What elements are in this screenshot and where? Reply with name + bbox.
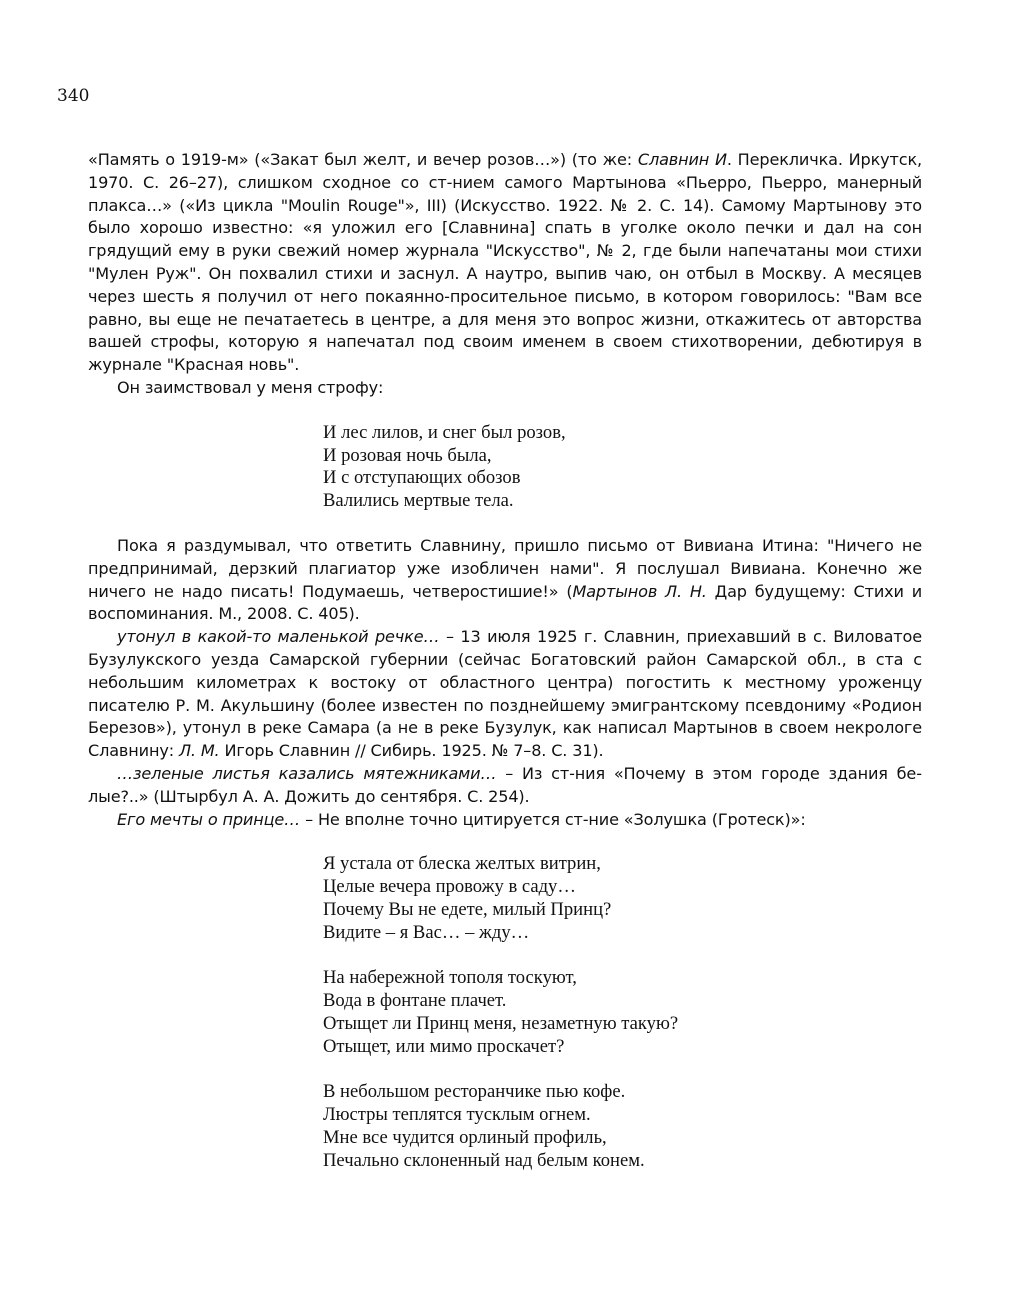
paragraph-1: «Память о 1919-м» («Закат был желт, и вечер розов…») (то же: Славнин И. Перекличка. Иркутск, 1970. С. 26–27), слишком сходное со ст-нием самого Мартынова «Пьерро, Пьерро, манерный плакса…» («Из цикла "Moulin Rouge"», III) (Искусство. 1922. № 2. С. 14). Самому Мартынову это было хорошо известно: «я уложил его [Славнина] спать в уголке около печки и дал на сон грядущий ему в руки свежий номер журнала "Искусство", № 2, где были напечатаны мои стихи "Мулен Руж". Он похвалил стихи и заснул. А наутро, выпив чаю, он отбыл в Москву. А месяцев через шесть я получил от него покаянно-просительное письмо, в котором говорилось: "Вам все равно, вы еще не печатаетесь в центре, а для меня это вопрос жизни, откажитесь от авторства вашей строфы, которую я напечатал под своим именем в своем стихотворении, дебютируя в журнале "Красная новь". [88,150,922,375]
poem-line: Видите – я Вас… – жду… [323,921,530,943]
author-ref: Мартынов Л. Н. [572,581,707,601]
poem-quote-1 [323,422,922,513]
poem-line: На набережной тополя тоскуют, [323,967,577,989]
paragraph-4: утонул в какой-то маленькой речке… – 13 июля 1925 г. Славнин, приехавший в с. Виловатое Бузулукского уезда Самарской губернии (сейчас Богатовский район Самарской обл., в ста с небольшим километрах к востоку от областного центра) погостить к местному уроженцу писателю Р. М. Акульшину (более известен по позднейшему эмигрантскому псевдониму «Родион Березов»), утонул в реке Самара (а не в реке Бузулук, как написал Мартынов в своем некрологе Славнину: Л. М. Игорь Славнин // Сибирь. 1925. № 7–8. С. 31). [88,627,922,761]
poem-stanza [323,967,922,1058]
lemma: утонул в какой-то маленькой речке… [117,627,440,647]
page-number: 340 [57,86,90,106]
poem-line: И розовая ночь была, [323,444,492,466]
paragraph-5: …зеленые листья казались мятежниками… – Из ст-ния «Почему в этом городе здания белые?..» (Штырбул А. А. Дожить до сентября. С. 254). [88,763,922,806]
poem-quote-2 [323,853,922,1172]
paragraph-2: Он заимствовал у меня строфу: [117,377,384,397]
poem-line: Вода в фонтане плачет. [323,990,507,1012]
poem-stanza [323,422,922,513]
poem-line: Целые вечера провожу в саду… [323,876,576,898]
poem-line: И лес лилов, и снег был розов, [323,421,566,443]
lemma: Его мечты о принце… [117,809,301,829]
poem-line: Печально склоненный над белым конем. [323,1149,645,1171]
poem-line: Валились мертвые тела. [323,490,514,512]
author-ref: Л. М. [178,741,220,761]
poem-line: Люстры теплятся тусклым огнем. [323,1104,591,1126]
poem-line: Я устала от блеска желтых витрин, [323,853,601,875]
poem-line: Отыщет ли Принц меня, незаметную такую? [323,1012,679,1034]
author-ref: Славнин И [637,150,727,169]
paragraph-3: Пока я раздумывал, что ответить Славнину, пришло письмо от Вивиана Итина: "Ничего не предпринимай, дерзкий плагиатор уже изобличен нами". Я послушал Вивиана. Конечно же ничего не надо писать! Подумаешь, четверостишие!» (Мартынов Л. Н. Дар будущему: Стихи и воспоминания. М., 2008. С. 405). [88,535,923,624]
paragraph-6: Его мечты о принце… – Не вполне точно цитируется ст-ние «Золушка (Гротеск)»: [117,809,806,829]
poem-line: В небольшом ресторанчике пью кофе. [323,1081,626,1103]
poem-line: Мне все чудится орлиный профиль, [323,1126,607,1148]
poem-stanza [323,853,922,944]
commentary-text [88,149,922,1172]
poem-stanza [323,1081,922,1172]
poem-line: И с отступающих обозов [323,467,521,489]
poem-line: Отыщет, или мимо проскачет? [323,1035,565,1057]
poem-line: Почему Вы не едете, милый Принц? [323,898,612,920]
lemma: …зеленые листья казались мятежниками… [117,763,497,783]
